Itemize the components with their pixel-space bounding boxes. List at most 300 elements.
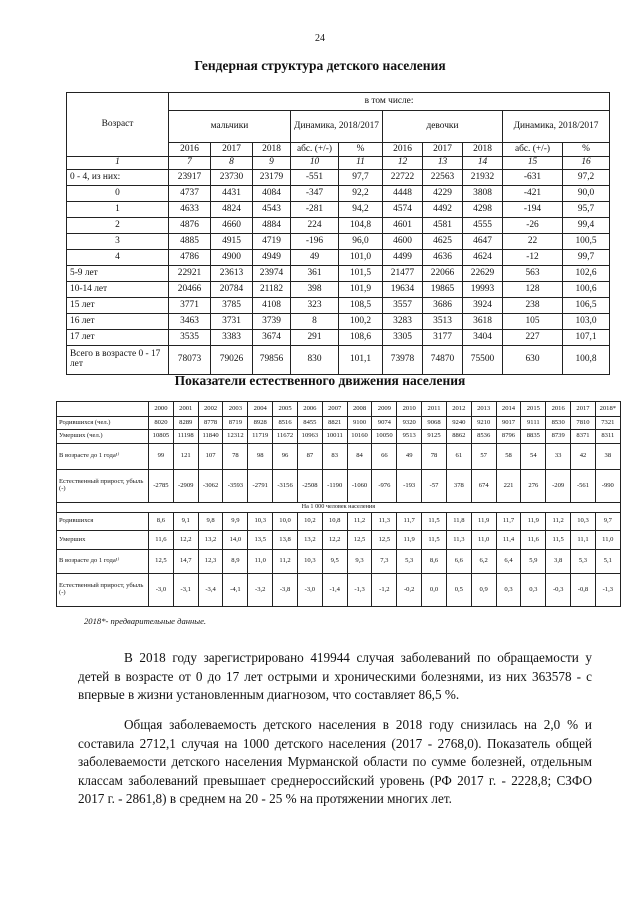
table-cell: 23179 [253, 170, 291, 186]
table-cell: 11,0 [471, 531, 496, 550]
table-cell: 398 [291, 282, 339, 298]
table-cell: 23730 [211, 170, 253, 186]
table-cell: 4600 [383, 234, 423, 250]
table-cell: 94,2 [339, 202, 383, 218]
table-cell: 8778 [198, 417, 223, 430]
table-cell: 10805 [149, 430, 174, 444]
table-row [67, 266, 610, 282]
table-cell: 9513 [397, 430, 422, 444]
table-cell: 79026 [211, 346, 253, 375]
table-cell: 22 [503, 234, 563, 250]
table-cell: 8796 [496, 430, 521, 444]
table-cell: 9,7 [595, 513, 620, 531]
year-header: 2008 [347, 402, 372, 417]
table-cell: -2909 [173, 470, 198, 503]
table-cell: 3,8 [546, 550, 571, 574]
table-cell: 11,8 [446, 513, 471, 531]
table-cell: 4448 [383, 186, 423, 202]
table-cell: 11,7 [397, 513, 422, 531]
table-cell: 96 [273, 444, 298, 470]
column-number: 10 [291, 157, 339, 170]
table-row [67, 186, 610, 202]
table-cell: 11,2 [546, 513, 571, 531]
table-cell: 9074 [372, 417, 397, 430]
column-number: 16 [563, 157, 610, 170]
table-cell: 107 [198, 444, 223, 470]
table-cell: 323 [291, 298, 339, 314]
row-label: 4 [67, 250, 169, 266]
table-cell: 4876 [169, 218, 211, 234]
table-cell: -1,4 [322, 574, 347, 607]
table-cell: 0,3 [496, 574, 521, 607]
table-cell: 23917 [169, 170, 211, 186]
table-cell: -0,2 [397, 574, 422, 607]
table-cell: 4824 [211, 202, 253, 218]
table-cell: 21932 [463, 170, 503, 186]
table-cell: 101,5 [339, 266, 383, 282]
table-cell: 97,7 [339, 170, 383, 186]
table-cell: 103,0 [563, 314, 610, 330]
table-cell: 3513 [423, 314, 463, 330]
boys-header: мальчики [169, 111, 291, 143]
table-cell: 4625 [423, 234, 463, 250]
table-cell: 11,6 [149, 531, 174, 550]
table-cell: 0,3 [521, 574, 546, 607]
table-cell: 3383 [211, 330, 253, 346]
table-cell: 3924 [463, 298, 503, 314]
year-header: 2002 [198, 402, 223, 417]
year-header: 2018 [463, 143, 503, 157]
table-cell: 57 [471, 444, 496, 470]
row-label: 5-9 лет [67, 266, 169, 282]
row-label: Всего в возрасте 0 - 17 лет [67, 346, 169, 375]
column-number: 13 [423, 157, 463, 170]
year-header: 2009 [372, 402, 397, 417]
table-cell: 3785 [211, 298, 253, 314]
table-cell: 10160 [347, 430, 372, 444]
table-cell: 21182 [253, 282, 291, 298]
table-cell: 4108 [253, 298, 291, 314]
table-cell: -3,4 [198, 574, 223, 607]
table-cell: 9100 [347, 417, 372, 430]
table-cell: 102,6 [563, 266, 610, 282]
table-cell: 11,9 [521, 513, 546, 531]
table-cell: -2791 [248, 470, 273, 503]
year-header: 2018 [253, 143, 291, 157]
natural-movement-title: Показатели естественного движения населения [174, 373, 466, 388]
table-row [67, 282, 610, 298]
table-cell: 3305 [383, 330, 423, 346]
table-cell: -3156 [273, 470, 298, 503]
table-cell: 4084 [253, 186, 291, 202]
table-cell: -551 [291, 170, 339, 186]
table-cell: 99,7 [563, 250, 610, 266]
table-cell: -194 [503, 202, 563, 218]
table-cell: 4601 [383, 218, 423, 234]
table-cell: 3535 [169, 330, 211, 346]
table-cell: -3,1 [173, 574, 198, 607]
year-header: 2018* [595, 402, 620, 417]
table-cell: 11,0 [595, 531, 620, 550]
table-cell: 22722 [383, 170, 423, 186]
table-cell: -3,8 [273, 574, 298, 607]
table-cell: 22066 [423, 266, 463, 282]
table-cell: 3808 [463, 186, 503, 202]
row-label: 3 [67, 234, 169, 250]
table-cell: 4900 [211, 250, 253, 266]
table-cell: -1060 [347, 470, 372, 503]
row-label: Родившихся [57, 513, 149, 531]
table-cell: 23613 [211, 266, 253, 282]
table-cell: 5,9 [521, 550, 546, 574]
row-label: В возрасте до 1 года¹⁾ [57, 550, 149, 574]
table-cell: 54 [521, 444, 546, 470]
table-cell: -4,1 [223, 574, 248, 607]
table-cell: -209 [546, 470, 571, 503]
year-header: 2017 [571, 402, 596, 417]
table-cell: 10,8 [322, 513, 347, 531]
table-cell: 9017 [496, 417, 521, 430]
table-cell: 8289 [173, 417, 198, 430]
row-label: 0 [67, 186, 169, 202]
row-label: 15 лет [67, 298, 169, 314]
table-cell: 3177 [423, 330, 463, 346]
table-cell: -57 [422, 470, 447, 503]
table-cell: -2785 [149, 470, 174, 503]
table-cell: 84 [347, 444, 372, 470]
table-row [57, 470, 621, 503]
table-cell: 9,1 [173, 513, 198, 531]
table-cell: 9320 [397, 417, 422, 430]
row-label: 10-14 лет [67, 282, 169, 298]
table-cell: 22563 [423, 170, 463, 186]
table-cell: 11672 [273, 430, 298, 444]
natural-movement-table [56, 401, 621, 607]
table-cell: 3731 [211, 314, 253, 330]
table-cell: 100,8 [563, 346, 610, 375]
years-row [57, 402, 621, 417]
year-header: 2005 [273, 402, 298, 417]
table-cell: 4499 [383, 250, 423, 266]
girls-dynamics-header: Динамика, 2018/2017 [503, 111, 610, 143]
table-cell: 101,1 [339, 346, 383, 375]
table-cell: 19634 [383, 282, 423, 298]
table-cell: -281 [291, 202, 339, 218]
table-cell: 8,6 [422, 550, 447, 574]
table-cell: 21477 [383, 266, 423, 282]
table-cell: 20784 [211, 282, 253, 298]
table-cell: 13,8 [273, 531, 298, 550]
boys-dynamics-header: Динамика, 2018/2017 [291, 111, 383, 143]
table-cell: 8455 [297, 417, 322, 430]
table-row [67, 346, 610, 375]
table-cell: 7,3 [372, 550, 397, 574]
table-cell: 8 [291, 314, 339, 330]
table-cell: 11719 [248, 430, 273, 444]
table-cell: 100,2 [339, 314, 383, 330]
table-row [67, 250, 610, 266]
page-number: 24 [315, 33, 325, 44]
table-cell: -631 [503, 170, 563, 186]
year-header: 2017 [211, 143, 253, 157]
including-header: в том числе: [169, 93, 610, 111]
table-cell: -976 [372, 470, 397, 503]
table-cell: 10,3 [297, 550, 322, 574]
column-number: 7 [169, 157, 211, 170]
table-cell: 4647 [463, 234, 503, 250]
table-cell: 87 [297, 444, 322, 470]
row-label: Умерших (чел.) [57, 430, 149, 444]
table-cell: 13,2 [198, 531, 223, 550]
table-cell: -3593 [223, 470, 248, 503]
table-cell: -0,3 [546, 574, 571, 607]
table-cell: 238 [503, 298, 563, 314]
year-header: 2012 [446, 402, 471, 417]
table-cell: 4885 [169, 234, 211, 250]
table-cell: 3283 [383, 314, 423, 330]
table-cell: -1,2 [372, 574, 397, 607]
table-cell: 4492 [423, 202, 463, 218]
table-cell: 108,6 [339, 330, 383, 346]
table-cell: 22629 [463, 266, 503, 282]
table-cell: 291 [291, 330, 339, 346]
table-cell: 12,5 [347, 531, 372, 550]
table-cell: 11,5 [546, 531, 571, 550]
table-cell: 4229 [423, 186, 463, 202]
table-cell: -0,8 [571, 574, 596, 607]
table-cell: 4949 [253, 250, 291, 266]
table-cell: 11,5 [422, 513, 447, 531]
pct-header: % [563, 143, 610, 157]
table-cell: 8719 [223, 417, 248, 430]
table-cell: 10011 [322, 430, 347, 444]
year-header: 2011 [422, 402, 447, 417]
table-cell: -421 [503, 186, 563, 202]
table-cell: 78 [223, 444, 248, 470]
table-cell: 5,3 [571, 550, 596, 574]
table-cell: 83 [322, 444, 347, 470]
table-cell: 14,0 [223, 531, 248, 550]
table-cell: 73978 [383, 346, 423, 375]
preliminary-note: 2018*- предварительные данные. [84, 616, 207, 626]
table-cell: 8020 [149, 417, 174, 430]
table-row [57, 550, 621, 574]
table-row [57, 574, 621, 607]
table-cell: -561 [571, 470, 596, 503]
table-cell: 14,7 [173, 550, 198, 574]
table-cell: 108,5 [339, 298, 383, 314]
table-cell: 100,6 [563, 282, 610, 298]
table-cell: 12,3 [198, 550, 223, 574]
table-cell: 5,1 [595, 550, 620, 574]
column-number: 9 [253, 157, 291, 170]
column-number: 12 [383, 157, 423, 170]
table-cell: 3686 [423, 298, 463, 314]
table-cell: 61 [446, 444, 471, 470]
table-cell: 378 [446, 470, 471, 503]
table-cell: 276 [521, 470, 546, 503]
table-cell: 4543 [253, 202, 291, 218]
table-cell: 107,1 [563, 330, 610, 346]
table-cell: 3404 [463, 330, 503, 346]
table-cell: 11,6 [521, 531, 546, 550]
table-cell: 674 [471, 470, 496, 503]
table-cell: 99 [149, 444, 174, 470]
table-cell: 8928 [248, 417, 273, 430]
table-cell: 4786 [169, 250, 211, 266]
column-number: 1 [67, 157, 169, 170]
table-cell: 78 [422, 444, 447, 470]
table-cell: -2508 [297, 470, 322, 503]
row-label: Естественный прирост, убыль (-) [57, 574, 149, 607]
table-row [67, 330, 610, 346]
paragraph-general-morbidity: Общая заболеваемость детского населения в 2018 году снизилась на 2,0 % и составила 2712,1 случая на 1000 детского населения (2017 - 2768,0). Показатель общей заболеваемости детского населения Мурманской области по сумме болезней, отдельным классам заболеваний превышает среднероссийский уровень (РФ 2017 г. - 2228,8; СЗФО 2017 г. - 2861,8) в среднем на 20 - 25 % на протяжении многих лет. [78, 717, 592, 807]
row-label: Родившихся (чел.) [57, 417, 149, 430]
table-row [57, 444, 621, 470]
row-label: 17 лет [67, 330, 169, 346]
table-cell: 75500 [463, 346, 503, 375]
table-cell: -26 [503, 218, 563, 234]
table-cell: 11840 [198, 430, 223, 444]
table-cell: 0,0 [422, 574, 447, 607]
table-cell: 361 [291, 266, 339, 282]
girls-header: девочки [383, 111, 503, 143]
table-cell: 79856 [253, 346, 291, 375]
table-row [57, 430, 621, 444]
table-cell: 22921 [169, 266, 211, 282]
table-cell: 10,3 [248, 513, 273, 531]
abs-header: абс. (+/-) [503, 143, 563, 157]
table-cell: 101,9 [339, 282, 383, 298]
table-cell: 49 [397, 444, 422, 470]
table-cell: 5,3 [397, 550, 422, 574]
table-cell: 12,5 [372, 531, 397, 550]
table-cell: 11,0 [248, 550, 273, 574]
table-cell: 4737 [169, 186, 211, 202]
year-header: 2013 [471, 402, 496, 417]
table-cell: 4915 [211, 234, 253, 250]
table-cell: 12,5 [149, 550, 174, 574]
year-header: 2006 [297, 402, 322, 417]
table-cell: 19865 [423, 282, 463, 298]
row-label: 0 - 4, из них: [67, 170, 169, 186]
table-cell: 4624 [463, 250, 503, 266]
year-header: 2004 [248, 402, 273, 417]
table-cell: 4581 [423, 218, 463, 234]
row-label: Естественный прирост, убыль (-) [57, 470, 149, 503]
table-cell: 224 [291, 218, 339, 234]
table-cell: 11,9 [397, 531, 422, 550]
table-cell: -3062 [198, 470, 223, 503]
table-cell: 38 [595, 444, 620, 470]
table-cell: -1,3 [595, 574, 620, 607]
table-cell: 9,8 [198, 513, 223, 531]
table-cell: 9210 [471, 417, 496, 430]
table-cell: 11,3 [446, 531, 471, 550]
table-cell: 97,2 [563, 170, 610, 186]
table-cell: 4660 [211, 218, 253, 234]
table-cell: 8516 [273, 417, 298, 430]
table-cell: 3674 [253, 330, 291, 346]
table-cell: 19993 [463, 282, 503, 298]
table-cell: 12,2 [322, 531, 347, 550]
year-header: 2014 [496, 402, 521, 417]
table-cell: 20466 [169, 282, 211, 298]
table-cell: -1190 [322, 470, 347, 503]
table-cell: 4431 [211, 186, 253, 202]
table-cell: -196 [291, 234, 339, 250]
column-number: 14 [463, 157, 503, 170]
table-cell: 121 [173, 444, 198, 470]
table-cell: 90,0 [563, 186, 610, 202]
paragraph-morbidity: В 2018 году зарегистрировано 419944 случая заболеваний по обращаемости у детей в возрасте от 0 до 17 лет острыми и хроническими болезнями, из них 363578 - с впервые в жизни установленным диагнозом, что составляет 86,5 %. [78, 650, 592, 703]
table-cell: 11,5 [422, 531, 447, 550]
table-cell: 227 [503, 330, 563, 346]
table-cell: 630 [503, 346, 563, 375]
gender-structure-table [66, 92, 610, 375]
table-cell: 8862 [446, 430, 471, 444]
table-cell: 10050 [372, 430, 397, 444]
table-cell: 13,2 [297, 531, 322, 550]
table-cell: 563 [503, 266, 563, 282]
year-header: 2016 [546, 402, 571, 417]
table-cell: 8536 [471, 430, 496, 444]
table-cell: 0,5 [446, 574, 471, 607]
table-cell: 11,4 [496, 531, 521, 550]
table-cell: -3,2 [248, 574, 273, 607]
column-number: 11 [339, 157, 383, 170]
corner-cell [57, 402, 149, 417]
table-cell: 105 [503, 314, 563, 330]
gender-structure-title: Гендерная структура детского населения [194, 58, 446, 73]
row-label: 2 [67, 218, 169, 234]
year-header: 2003 [223, 402, 248, 417]
table-row [67, 170, 610, 186]
row-label: 16 лет [67, 314, 169, 330]
table-cell: 42 [571, 444, 596, 470]
table-cell: 9,5 [322, 550, 347, 574]
row-label: 1 [67, 202, 169, 218]
table-cell: 9240 [446, 417, 471, 430]
per1000-header: На 1 000 человек населения [57, 503, 621, 513]
pct-header: % [339, 143, 383, 157]
table-cell: 33 [546, 444, 571, 470]
table-cell: 9,3 [347, 550, 372, 574]
table-cell: 9068 [422, 417, 447, 430]
table-cell: -3,0 [149, 574, 174, 607]
table-cell: 8821 [322, 417, 347, 430]
table-cell: 6,2 [471, 550, 496, 574]
year-header: 2007 [322, 402, 347, 417]
table-cell: 96,0 [339, 234, 383, 250]
table-cell: 11198 [173, 430, 198, 444]
table-cell: 3557 [383, 298, 423, 314]
table-cell: 128 [503, 282, 563, 298]
table-cell: 3739 [253, 314, 291, 330]
table-cell: 10,3 [571, 513, 596, 531]
table-cell: 3618 [463, 314, 503, 330]
abs-header: абс. (+/-) [291, 143, 339, 157]
table-cell: 100,5 [563, 234, 610, 250]
table-cell: 4633 [169, 202, 211, 218]
table-cell: 49 [291, 250, 339, 266]
table-cell: 106,5 [563, 298, 610, 314]
table-cell: -3,0 [297, 574, 322, 607]
table-cell: 98 [248, 444, 273, 470]
per1000-row [57, 503, 621, 513]
table-cell: 11,1 [571, 531, 596, 550]
table-cell: 4555 [463, 218, 503, 234]
